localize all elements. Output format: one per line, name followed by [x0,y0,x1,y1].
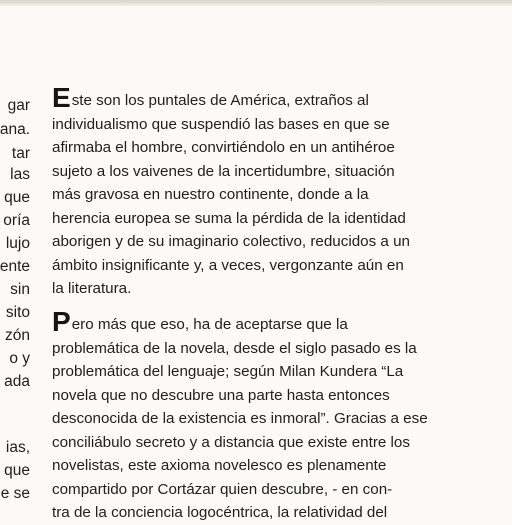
drop-cap: P [52,306,71,337]
fragment-line: las [10,166,30,183]
paragraph-line: compartido por Cortázar quien descubre, - en con- [52,480,393,498]
fragment-line: sito [5,304,30,321]
paragraph-line: conciliábulo secreto y a distancia que existe entre los [52,433,410,451]
fragment-line: ente [0,258,30,275]
fragment-line: sin [10,281,30,298]
main-text-column [48,0,508,521]
fragment-line: gar [7,97,30,114]
paragraph-line: desconocida de la existencia es inmoral”. Gracias a ese [52,410,428,427]
paragraph-line: ámbito insignificante y, a veces, vergonzante aún en [52,256,404,274]
paragraph-line: problemática de la novela, desde el siglo pasado es la [52,339,417,357]
paragraph-2 [52,306,440,525]
fragment-line: ada [4,373,30,390]
line-text: ste son los puntales de América, extraños al [71,92,369,109]
paragraph-line: la literatura. [52,280,132,297]
fragment-line: zón [5,327,30,344]
fragment-line: que [4,189,30,206]
paragraph-line: aborigen y de su imaginario colectivo, reducidos a un [52,233,410,250]
paragraph-line: individualismo que suspendió las bases en que se [52,115,390,133]
fragment-line: tar [11,145,30,162]
fragment-line: oría [3,212,30,229]
fragment-line: lujo [5,235,30,252]
fragment-line: ana. [0,121,30,138]
paragraph-line: novela que no descubre una parte hasta entonces [52,386,390,404]
paragraph-line [52,82,440,113]
fragment-line: que [4,462,30,479]
paragraph-1 [52,82,440,301]
paragraph-line: novelistas, este axioma novelesco es plenamente [52,457,387,474]
paragraph-line: afirmaba el hombre, convirtiéndolo en un antihéroe [52,139,395,156]
paragraph-line: sujeto a los vaivenes de la incertidumbre, situación [52,162,395,180]
line-text: ero más que eso, ha de aceptarse que la [71,316,348,333]
left-column-fragments [0,0,34,512]
paragraph-line [52,306,440,337]
fragment-line: e se [0,485,30,502]
fragment-line: ias, [5,439,30,456]
paragraph-line: problemática del lenguaje; según Milan Kundera “La [52,363,404,380]
paragraph-line: tra de la conciencia logocéntrica, la relatividad del [52,504,388,521]
drop-cap: E [52,82,71,113]
paragraph-line: más gravosa en nuestro continente, donde a la [52,186,369,203]
fragment-line: o y [9,350,30,367]
paragraph-line: herencia europea se suma la pérdida de la identidad [52,209,406,227]
